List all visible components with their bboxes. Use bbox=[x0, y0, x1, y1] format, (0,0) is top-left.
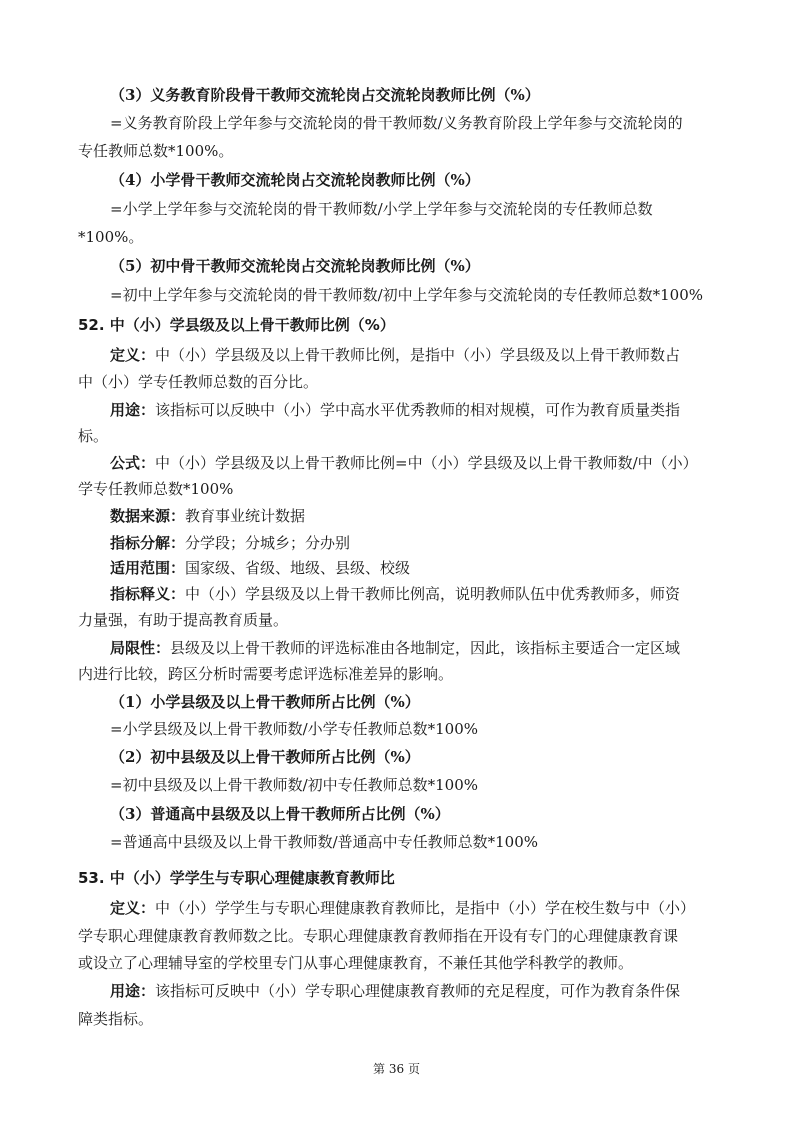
usage-text: 障类指标。 bbox=[78, 1010, 154, 1028]
source-label: 数据来源： bbox=[110, 507, 186, 525]
formula-label: 公式： bbox=[110, 454, 156, 472]
section-heading-53: 53. 中（小）学学生与专职心理健康教育教师比 bbox=[78, 869, 395, 887]
section-heading-52: 52. 中（小）学县级及以上骨干教师比例（%） bbox=[78, 316, 395, 334]
formula-paragraph bbox=[110, 452, 750, 474]
scope-label: 适用范围： bbox=[110, 559, 186, 577]
source-text: 教育事业统计数据 bbox=[185, 507, 306, 525]
formula-text: =小学县级及以上骨干教师数/小学专任教师总数*100% bbox=[110, 720, 479, 738]
scope-paragraph bbox=[110, 557, 750, 579]
usage-label: 用途： bbox=[110, 982, 156, 1000]
definition-paragraph bbox=[110, 897, 750, 919]
usage-text: 标。 bbox=[78, 427, 109, 445]
usage-paragraph bbox=[110, 980, 750, 1002]
formula-text: =普通高中县级及以上骨干教师数/普通高中专任教师总数*100% bbox=[110, 833, 539, 851]
formula-text: =小学上学年参与交流轮岗的骨干教师数/小学上学年参与交流轮岗的专任教师总数 bbox=[110, 200, 653, 218]
interpretation-label: 指标释义： bbox=[110, 585, 186, 603]
decomposition-paragraph bbox=[110, 532, 750, 554]
formula-text: 学专任教师总数*100% bbox=[78, 480, 234, 498]
definition-label: 定义： bbox=[110, 899, 156, 917]
scope-text: 国家级、省级、地级、县级、校级 bbox=[185, 559, 411, 577]
limitation-text: 内进行比较，跨区分析时需要考虑评选标准差异的影响。 bbox=[78, 665, 454, 683]
formula-text: =初中上学年参与交流轮岗的骨干教师数/初中上学年参与交流轮岗的专任教师总数*100% bbox=[110, 286, 704, 304]
limitation-text: 县级及以上骨干教师的评选标准由各地制定，因此，该指标主要适合一定区域 bbox=[170, 639, 681, 657]
definition-label: 定义： bbox=[110, 346, 156, 364]
subsection-heading: （1）小学县级及以上骨干教师所占比例（%） bbox=[110, 693, 420, 711]
definition-text: 中（小）学专任教师总数的百分比。 bbox=[78, 373, 319, 391]
interpretation-text: 中（小）学县级及以上骨干教师比例高，说明教师队伍中优秀教师多，师资 bbox=[185, 585, 681, 603]
usage-paragraph bbox=[110, 399, 750, 421]
source-paragraph bbox=[110, 505, 750, 527]
subsection-heading: （3）普通高中县级及以上骨干教师所占比例（%） bbox=[110, 805, 450, 823]
definition-text: 中（小）学学生与专职心理健康教育教师比，是指中（小）学在校生数与中（小） bbox=[155, 899, 696, 917]
subsection-heading: （5）初中骨干教师交流轮岗占交流轮岗教师比例（%） bbox=[110, 257, 480, 275]
usage-text: 该指标可反映中（小）学专职心理健康教育教师的充足程度，可作为教育条件保 bbox=[155, 982, 681, 1000]
subsection-heading: （3）义务教育阶段骨干教师交流轮岗占交流轮岗教师比例（%） bbox=[110, 86, 540, 104]
definition-paragraph bbox=[110, 344, 750, 366]
definition-text: 中（小）学县级及以上骨干教师比例，是指中（小）学县级及以上骨干教师数占 bbox=[155, 346, 681, 364]
formula-text: =义务教育阶段上学年参与交流轮岗的骨干教师数/义务教育阶段上学年参与交流轮岗的 bbox=[110, 114, 683, 132]
formula-text: 专任教师总数*100%。 bbox=[78, 142, 234, 160]
formula-text: *100%。 bbox=[78, 228, 144, 246]
decomposition-text: 分学段；分城乡；分办别 bbox=[185, 534, 351, 552]
decomposition-label: 指标分解： bbox=[110, 534, 186, 552]
subsection-heading: （4）小学骨干教师交流轮岗占交流轮岗教师比例（%） bbox=[110, 171, 480, 189]
interpretation-paragraph bbox=[110, 583, 750, 605]
limitation-paragraph bbox=[110, 637, 750, 659]
page-number: 第 36 页 bbox=[373, 1062, 420, 1076]
usage-text: 该指标可以反映中（小）学中高水平优秀教师的相对规模，可作为教育质量类指 bbox=[155, 401, 681, 419]
formula-text: =初中县级及以上骨干教师数/初中专任教师总数*100% bbox=[110, 776, 479, 794]
interpretation-text: 力量强，有助于提高教育质量。 bbox=[78, 611, 289, 629]
subsection-heading: （2）初中县级及以上骨干教师所占比例（%） bbox=[110, 748, 420, 766]
limitation-label: 局限性： bbox=[110, 639, 171, 657]
formula-text: 中（小）学县级及以上骨干教师比例=中（小）学县级及以上骨干教师数/中（小） bbox=[155, 454, 698, 472]
usage-label: 用途： bbox=[110, 401, 156, 419]
definition-text: 学专职心理健康教育教师数之比。专职心理健康教育教师指在开设有专门的心理健康教育课 bbox=[78, 927, 679, 945]
definition-text: 或设立了心理辅导室的学校里专门从事心理健康教育，不兼任其他学科教学的教师。 bbox=[78, 954, 634, 972]
